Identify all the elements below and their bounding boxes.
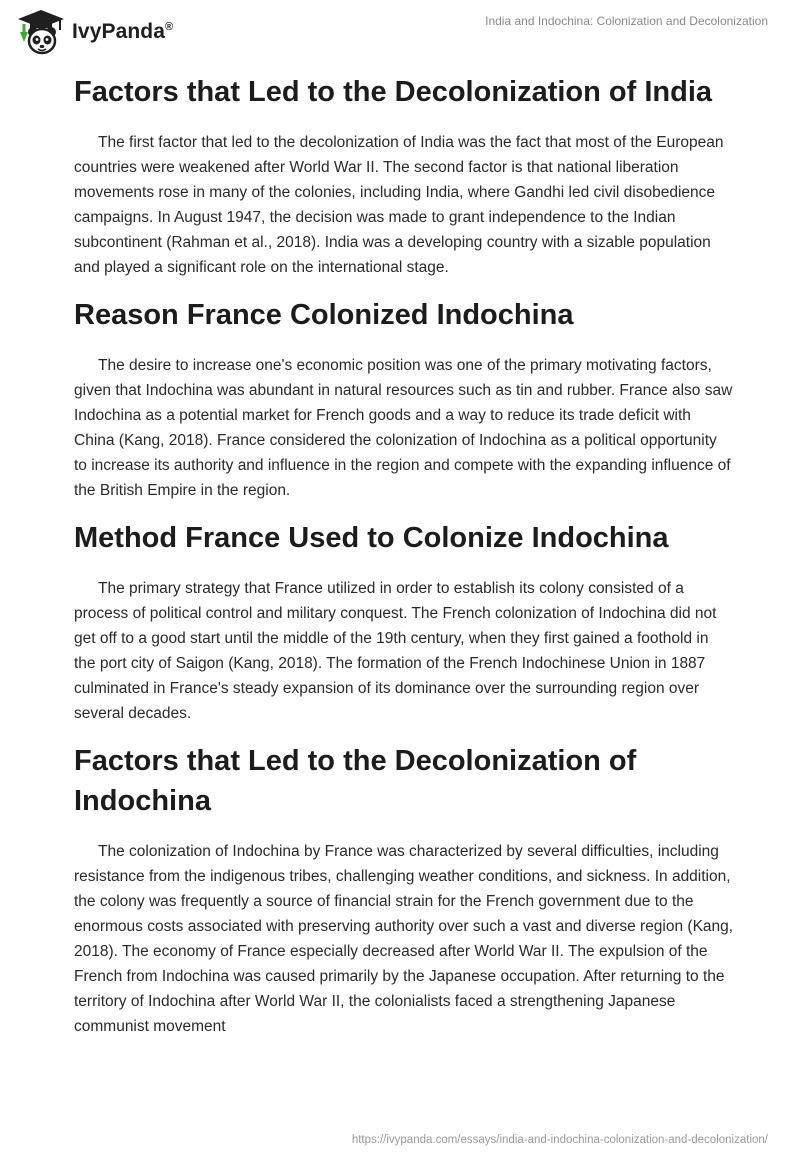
page-header <box>0 0 800 64</box>
section-heading: Reason France Colonized Indochina <box>74 299 574 331</box>
source-url-link[interactable]: https://ivypanda.com/essays/india-and-indochina-colonization-and-decolonization/ <box>351 1134 768 1146</box>
registered-mark: ® <box>165 21 174 33</box>
section-paragraph: The colonization of Indochina by France was characterized by several difficulties, including resistance from the indigenous tribes, challenging weather conditions, and sickness. In addition, the colony was frequently a source of financial strain for the French government due to the enormous costs associated with preserving authority over such a vast and diverse region (Kang, 2018). The economy of France especially decreased after World War II. The expulsion of the French from Indochina was caused primarily by the Japanese occupation. After returning to the territory of Indochina after World War II, the colonialists faced a strengthening Japanese communist movement <box>74 843 734 1035</box>
section-heading: Factors that Led to the Decolonization of Indochina <box>74 745 637 817</box>
section-paragraph: The first factor that led to the decolonization of India was the fact that most of the European countries were weakened after World War II. The second factor is that national liberation movements rose in many of the colonies, including India, where Gandhi led civil disobedience campaigns. In August 1947, the decision was made to grant independence to the Indian subcontinent (Rahman et al., 2018). India was a developing country with a sizable population and played a significant role on the international stage. <box>74 134 724 276</box>
section-heading: Method France Used to Colonize Indochina <box>74 522 669 554</box>
section-paragraph: The primary strategy that France utilized in order to establish its colony consisted of a process of political control and military conquest. The French colonization of Indochina did not get off to a good start until the middle of the 19th century, when they first gained a foothold in the port city of Saigon (Kang, 2018). The formation of the French Indochinese Union in 1887 culminated in France's steady expansion of its dominance over the surrounding region over several decades. <box>74 580 717 722</box>
panda-graduate-icon <box>14 8 68 56</box>
section-decolonization-indochina <box>74 741 734 1039</box>
logo-name: IvyPanda <box>72 20 166 43</box>
logo-wordmark <box>72 20 173 44</box>
ivypanda-logo[interactable] <box>14 8 173 56</box>
document-title: India and Indochina: Colonization and Decolonization <box>485 14 768 28</box>
section-reason-colonized-indochina <box>74 295 734 503</box>
section-decolonization-india <box>74 72 734 280</box>
section-method-colonize-indochina <box>74 518 734 726</box>
essay-body <box>74 72 734 1054</box>
section-paragraph: The desire to increase one's economic position was one of the primary motivating factors, given that Indochina was abundant in natural resources such as tin and rubber. France also saw Indochina as a potential market for French goods and a way to reduce its trade deficit with China (Kang, 2018). France considered the colonization of Indochina as a political opportunity to increase its authority and influence in the region and compete with the expanding influence of the British Empire in the region. <box>74 357 733 499</box>
section-heading: Factors that Led to the Decolonization of India <box>74 76 713 108</box>
